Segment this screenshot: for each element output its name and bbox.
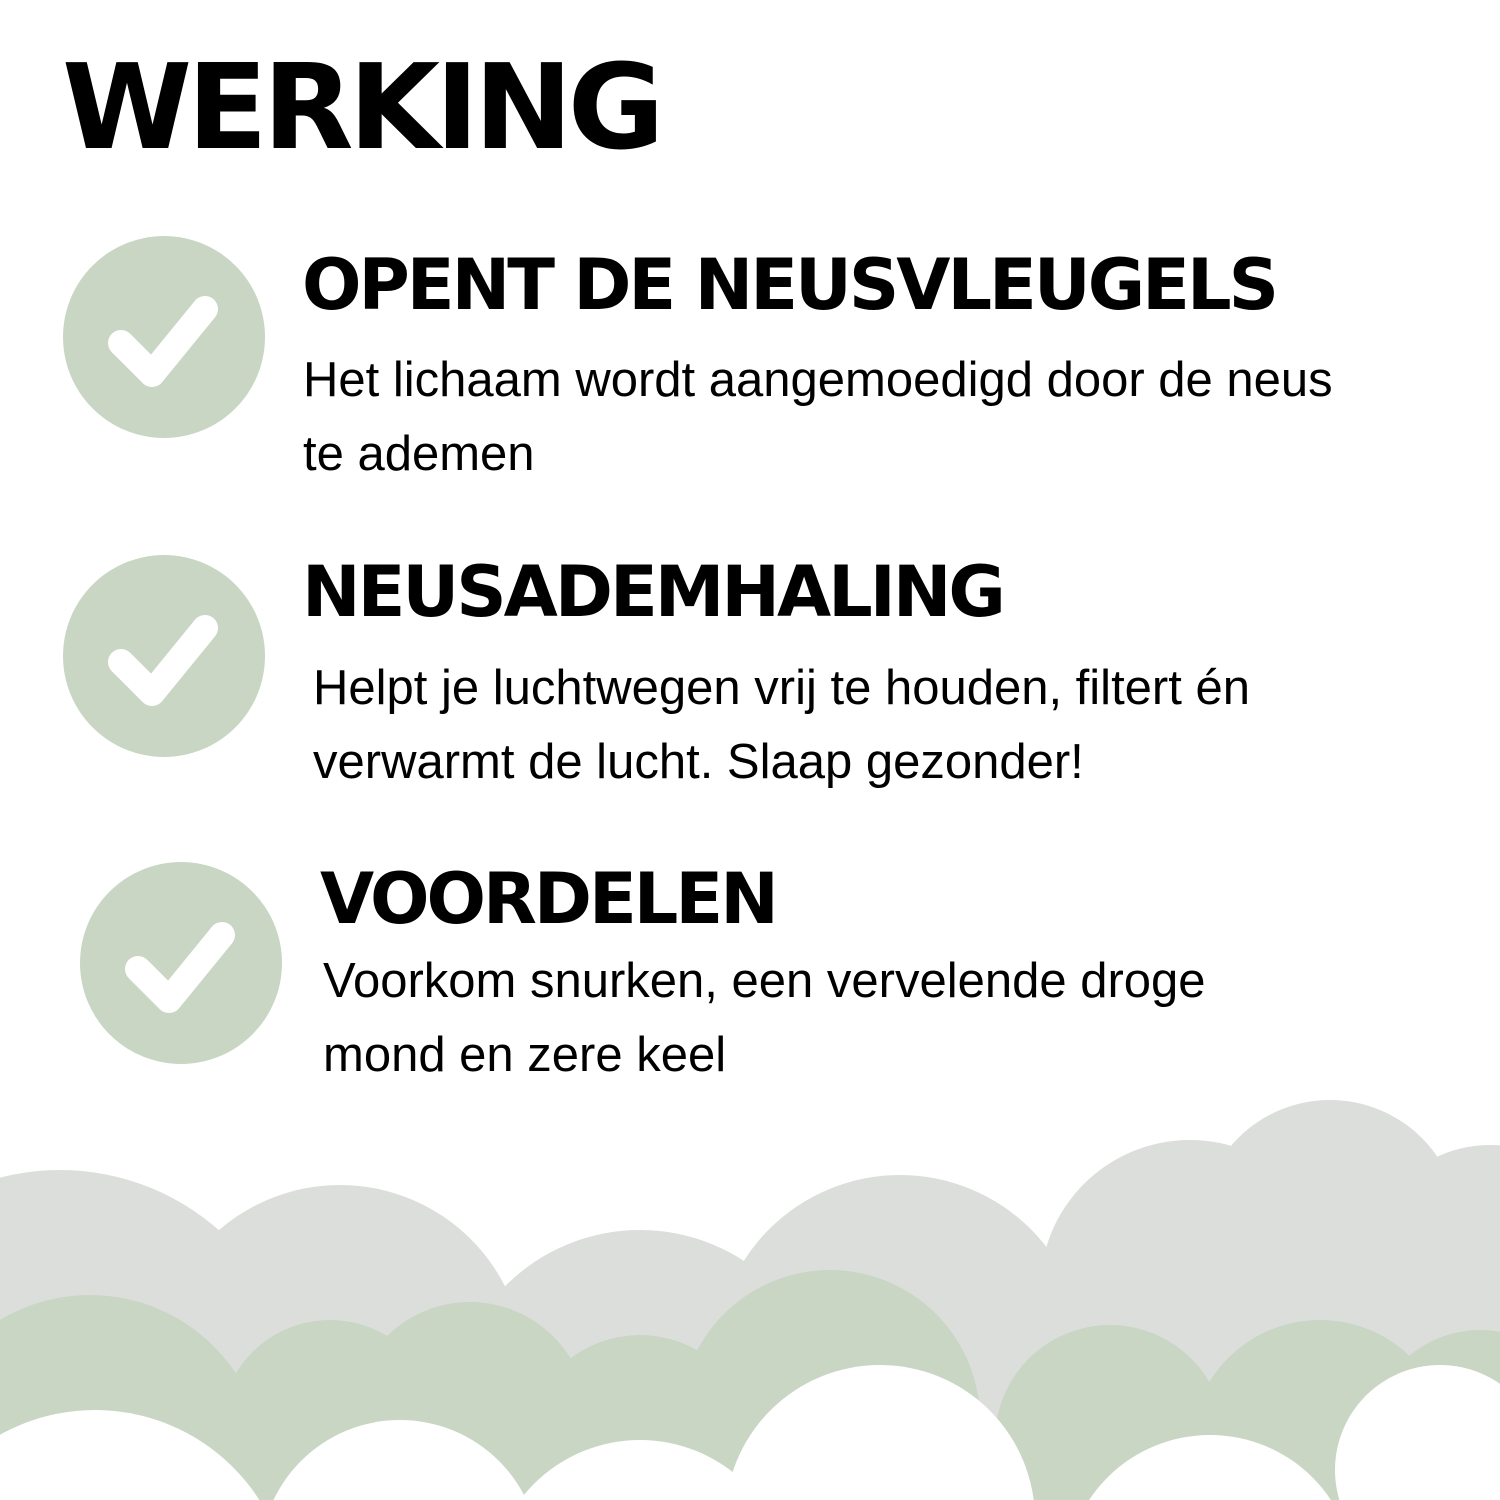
- check-circle-icon: [80, 862, 282, 1064]
- item-description: [313, 651, 1250, 799]
- item-description-line: Het lichaam wordt aangemoedigd door de neus: [303, 353, 1333, 407]
- item-heading-voordelen: VOORDELEN: [320, 858, 776, 940]
- item-description-line: Voorkom snurken, een vervelende droge: [323, 954, 1206, 1008]
- item-description-line: mond en zere keel: [323, 1028, 727, 1082]
- item-description: [303, 343, 1333, 491]
- item-heading-opent-de-neusvleugels: OPENT DE NEUSVLEUGELS: [302, 244, 1277, 326]
- page-title: WERKING: [62, 38, 660, 176]
- clouds-decoration: [0, 1090, 1500, 1500]
- item-description: [323, 944, 1206, 1092]
- item-description-line: Helpt je luchtwegen vrij te houden, filtert én: [313, 661, 1250, 715]
- item-heading-neusademhaling: NEUSADEMHALING: [302, 551, 1003, 633]
- item-description-line: te ademen: [303, 427, 535, 481]
- check-circle-icon: [63, 236, 265, 438]
- item-description-line: verwarmt de lucht. Slaap gezonder!: [313, 735, 1084, 789]
- check-circle-icon: [63, 555, 265, 757]
